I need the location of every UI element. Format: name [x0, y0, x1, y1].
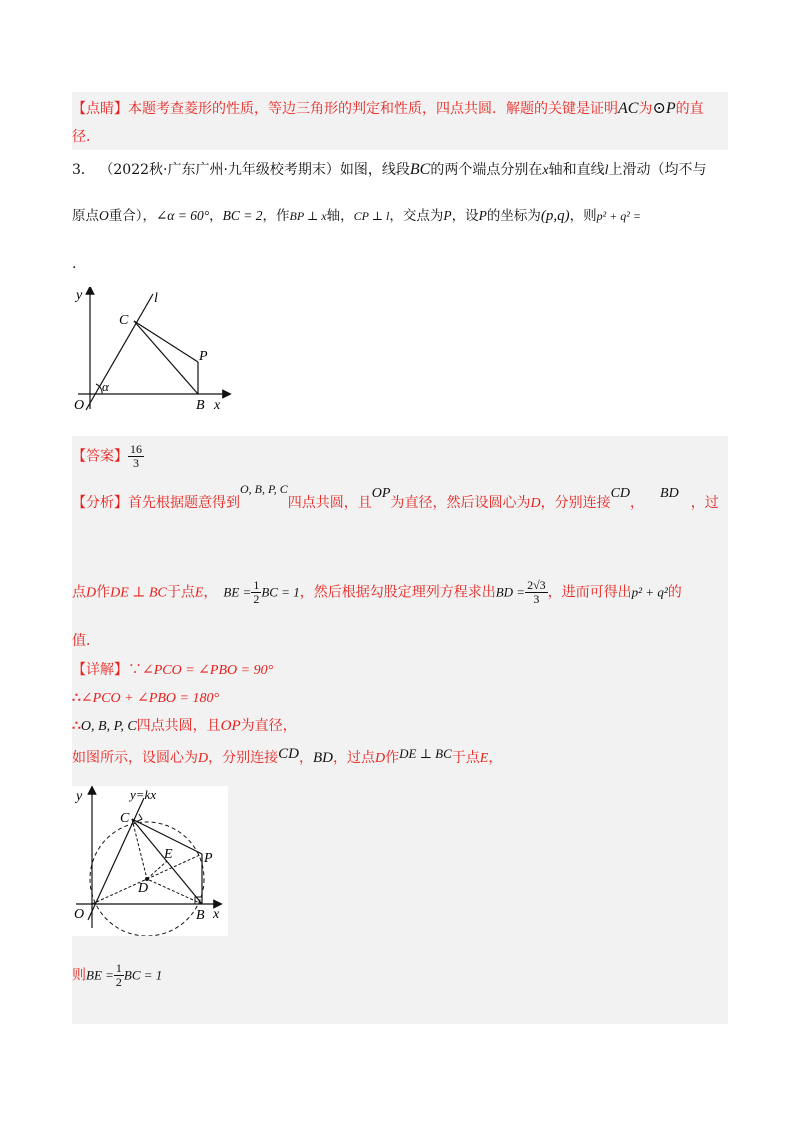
detail-line-1: 【详解】∵∠PCO = ∠PBO = 90°: [72, 662, 274, 678]
figure-2: [72, 786, 228, 936]
fig2-label-x: x: [213, 907, 220, 922]
analysis-line-1: 【分析】首先根据题意得到O, B, P, C四点共圆，且OP为直径，然后设圆心为D，分别连接CD，BD，过: [72, 482, 719, 511]
fig2-line-kx: [88, 798, 144, 920]
fig1-label-l: l: [154, 291, 158, 306]
analysis-line-3: 值．: [72, 633, 100, 649]
dianjing-line-2: 径．: [72, 129, 100, 145]
fig2-segment-bd: [147, 879, 202, 904]
fig1-label-alpha: α: [102, 379, 109, 394]
dianjing-tag: 【点睛】: [72, 101, 128, 117]
fig1-label-y: y: [76, 288, 83, 303]
detail-tag: 【详解】: [72, 662, 128, 678]
fig1-label-b: B: [196, 398, 205, 413]
fig1-label-x: x: [214, 398, 221, 413]
fig1-label-p: P: [199, 349, 208, 364]
fig2-label-c: C: [120, 811, 130, 826]
analysis-line-2: 点D作DE ⊥ BC于点E， BE = $\frac{1}{2}$ BC = 1，然后根据勾股定理列方程求出BD = $\frac{2√3}{3}$ ，进而可得出p² + q²的: [72, 578, 682, 606]
fig2-label-p: P: [204, 851, 213, 866]
fig2-label-line: y=kx: [130, 787, 157, 802]
detail-line-3: ∴O, B, P, C四点共圆，且OP为直径，: [72, 718, 297, 734]
fig1-line-l: [86, 294, 153, 410]
dianjing-line-1: 【点睛】本题考查菱形的性质，等边三角形的判定和性质，四点共圆．解题的关键是证明AC为⊙P的直: [72, 100, 704, 117]
fig1-segment-cp: [134, 321, 198, 362]
fig2-label-y: y: [76, 789, 83, 804]
figure-1: [72, 287, 242, 417]
problem-line-2: 原点O重合），∠α = 60°，BC = 2，作BP ⊥ x轴，CP ⊥ l，交点为P，设P的坐标为(p,q)，则p² + q² =: [72, 208, 641, 224]
problem-line-1: 3． （2022秋·广东广州·九年级校考期末）如图，线段BC的两个端点分别在x轴和直线l上滑动（均不与: [72, 161, 707, 178]
problem-number: 3．: [72, 162, 95, 178]
fig1-label-o: O: [74, 398, 85, 413]
fig2-segment-de: [147, 861, 167, 879]
detail-line-2: ∴∠PCO + ∠PBO = 180°: [72, 690, 220, 706]
answer-line: [72, 443, 144, 470]
analysis-tag: 【分析】: [72, 495, 128, 511]
fig2-label-d: D: [138, 881, 149, 896]
fig1-segment-cb: [134, 321, 198, 394]
fig2-label-b: B: [196, 908, 205, 923]
fig1-label-c: C: [119, 313, 129, 328]
detail-line-4: 如图所示，设圆心为D，分别连接CD，BD，过点D作DE ⊥ BC于点E，: [72, 746, 503, 766]
problem-line-3: .: [72, 256, 77, 272]
answer-tag: 【答案】: [72, 448, 128, 465]
answer-fraction: $\frac{16}{3}$: [130, 442, 142, 470]
fig2-label-e: E: [164, 847, 173, 862]
detail-line-5: 则BE = $\frac{1}{2}$ BC = 1: [72, 961, 163, 989]
fig2-label-o: O: [74, 907, 85, 922]
